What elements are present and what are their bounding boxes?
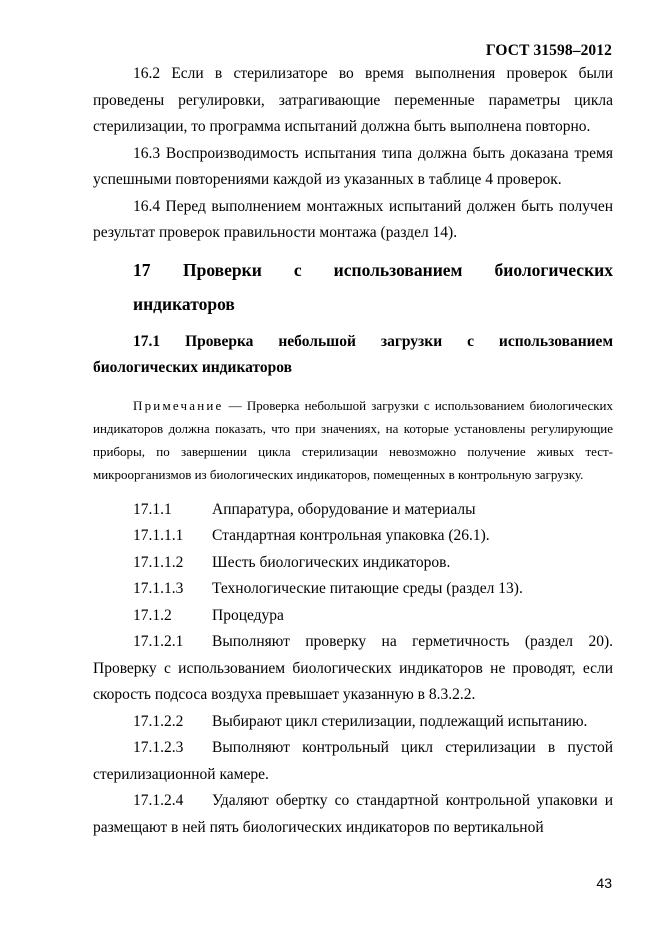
procedure-item [93,735,613,788]
section-17-title-line2: индикаторов [133,293,235,314]
item-text: Технологические питающие среды (раздел 13). [212,580,523,597]
document-body [93,61,613,841]
procedure-text: Выполняют проверку на герметичность (раздел 20). Проверку с использованием биологических индикаторов не проводят, если скорость подсоса воздуха превышает указанную в 8.3.2.2. [93,633,613,703]
item-text: Шесть биологических индикаторов. [212,553,451,571]
procedure-number: 17.1.2.2 [133,712,184,730]
procedure-number: 17.1.2.4 [133,792,184,809]
list-item [93,603,613,630]
paragraph-16-3: 16.3 Воспроизводимость испытания типа должна быть доказана тремя успешными повторениями каждой из указанных в таблице 4 проверок. [93,144,613,188]
procedure-number: 17.1.2.1 [133,633,184,650]
procedure-number: 17.1.2.3 [133,739,184,756]
item-text: Стандартная контрольная упаковка (26.1). [212,527,490,544]
item-text: Аппаратура, оборудование и материалы [212,500,476,518]
paragraph-16-2: 16.2 Если в стерилизаторе во время выполнения проверок были проведены регулировки, затрагивающие переменные параметры цикла стерилизации, то программа испытаний должна быть выполнена повторно. [93,65,613,135]
procedure-text: Выбирают цикл стерилизации, подлежащий испытанию. [212,712,588,730]
procedure-item [93,629,613,709]
note-block [93,394,613,486]
document-header: ГОСТ 31598–2012 [485,42,612,59]
page-number: 43 [596,875,612,891]
procedure-text: Удаляют обертку со стандартной контрольной упаковки и размещают в ней пять биологических индикаторов по вертикальной [93,792,613,836]
subsection-17-1-title: 17.1 Проверка небольшой загрузки с использованием биологических индикаторов [93,332,613,376]
procedure-text: Выполняют контрольный цикл стерилизации в пустой стерилизационной камере. [93,739,613,783]
section-17-number: 17 [133,259,151,280]
item-number: 17.1.1.1 [133,527,184,544]
list-item [93,523,613,550]
procedure-item [93,709,613,736]
item-number: 17.1.1 [133,500,172,518]
list-item [93,550,613,577]
procedure-list [93,629,613,841]
list-item [93,576,613,603]
items-list [93,497,613,630]
list-item [93,497,613,524]
item-number: 17.1.1.2 [133,553,184,571]
paragraph-16-4: 16.4 Перед выполнением монтажных испытаний должен быть получен результат проверок правильности монтажа (раздел 14). [93,197,613,241]
section-17-title-line1: Проверки с использованием биологических [183,259,613,280]
item-text: Процедура [212,606,284,624]
note-label: Примечание [133,397,224,413]
item-number: 17.1.1.3 [133,580,184,597]
section-17-heading [93,253,613,321]
procedure-item [93,788,613,841]
note-text: — Проверка небольшой загрузки с использованием биологических индикаторов должна показать, что при значениях, на которые установлены регулирующие приборы, по завершении цикла стерилизации невозможно получение живых тест-микроорганизмов из биологических индикаторов, помещенных в контрольную загрузку. [93,397,613,482]
item-number: 17.1.2 [133,606,172,624]
